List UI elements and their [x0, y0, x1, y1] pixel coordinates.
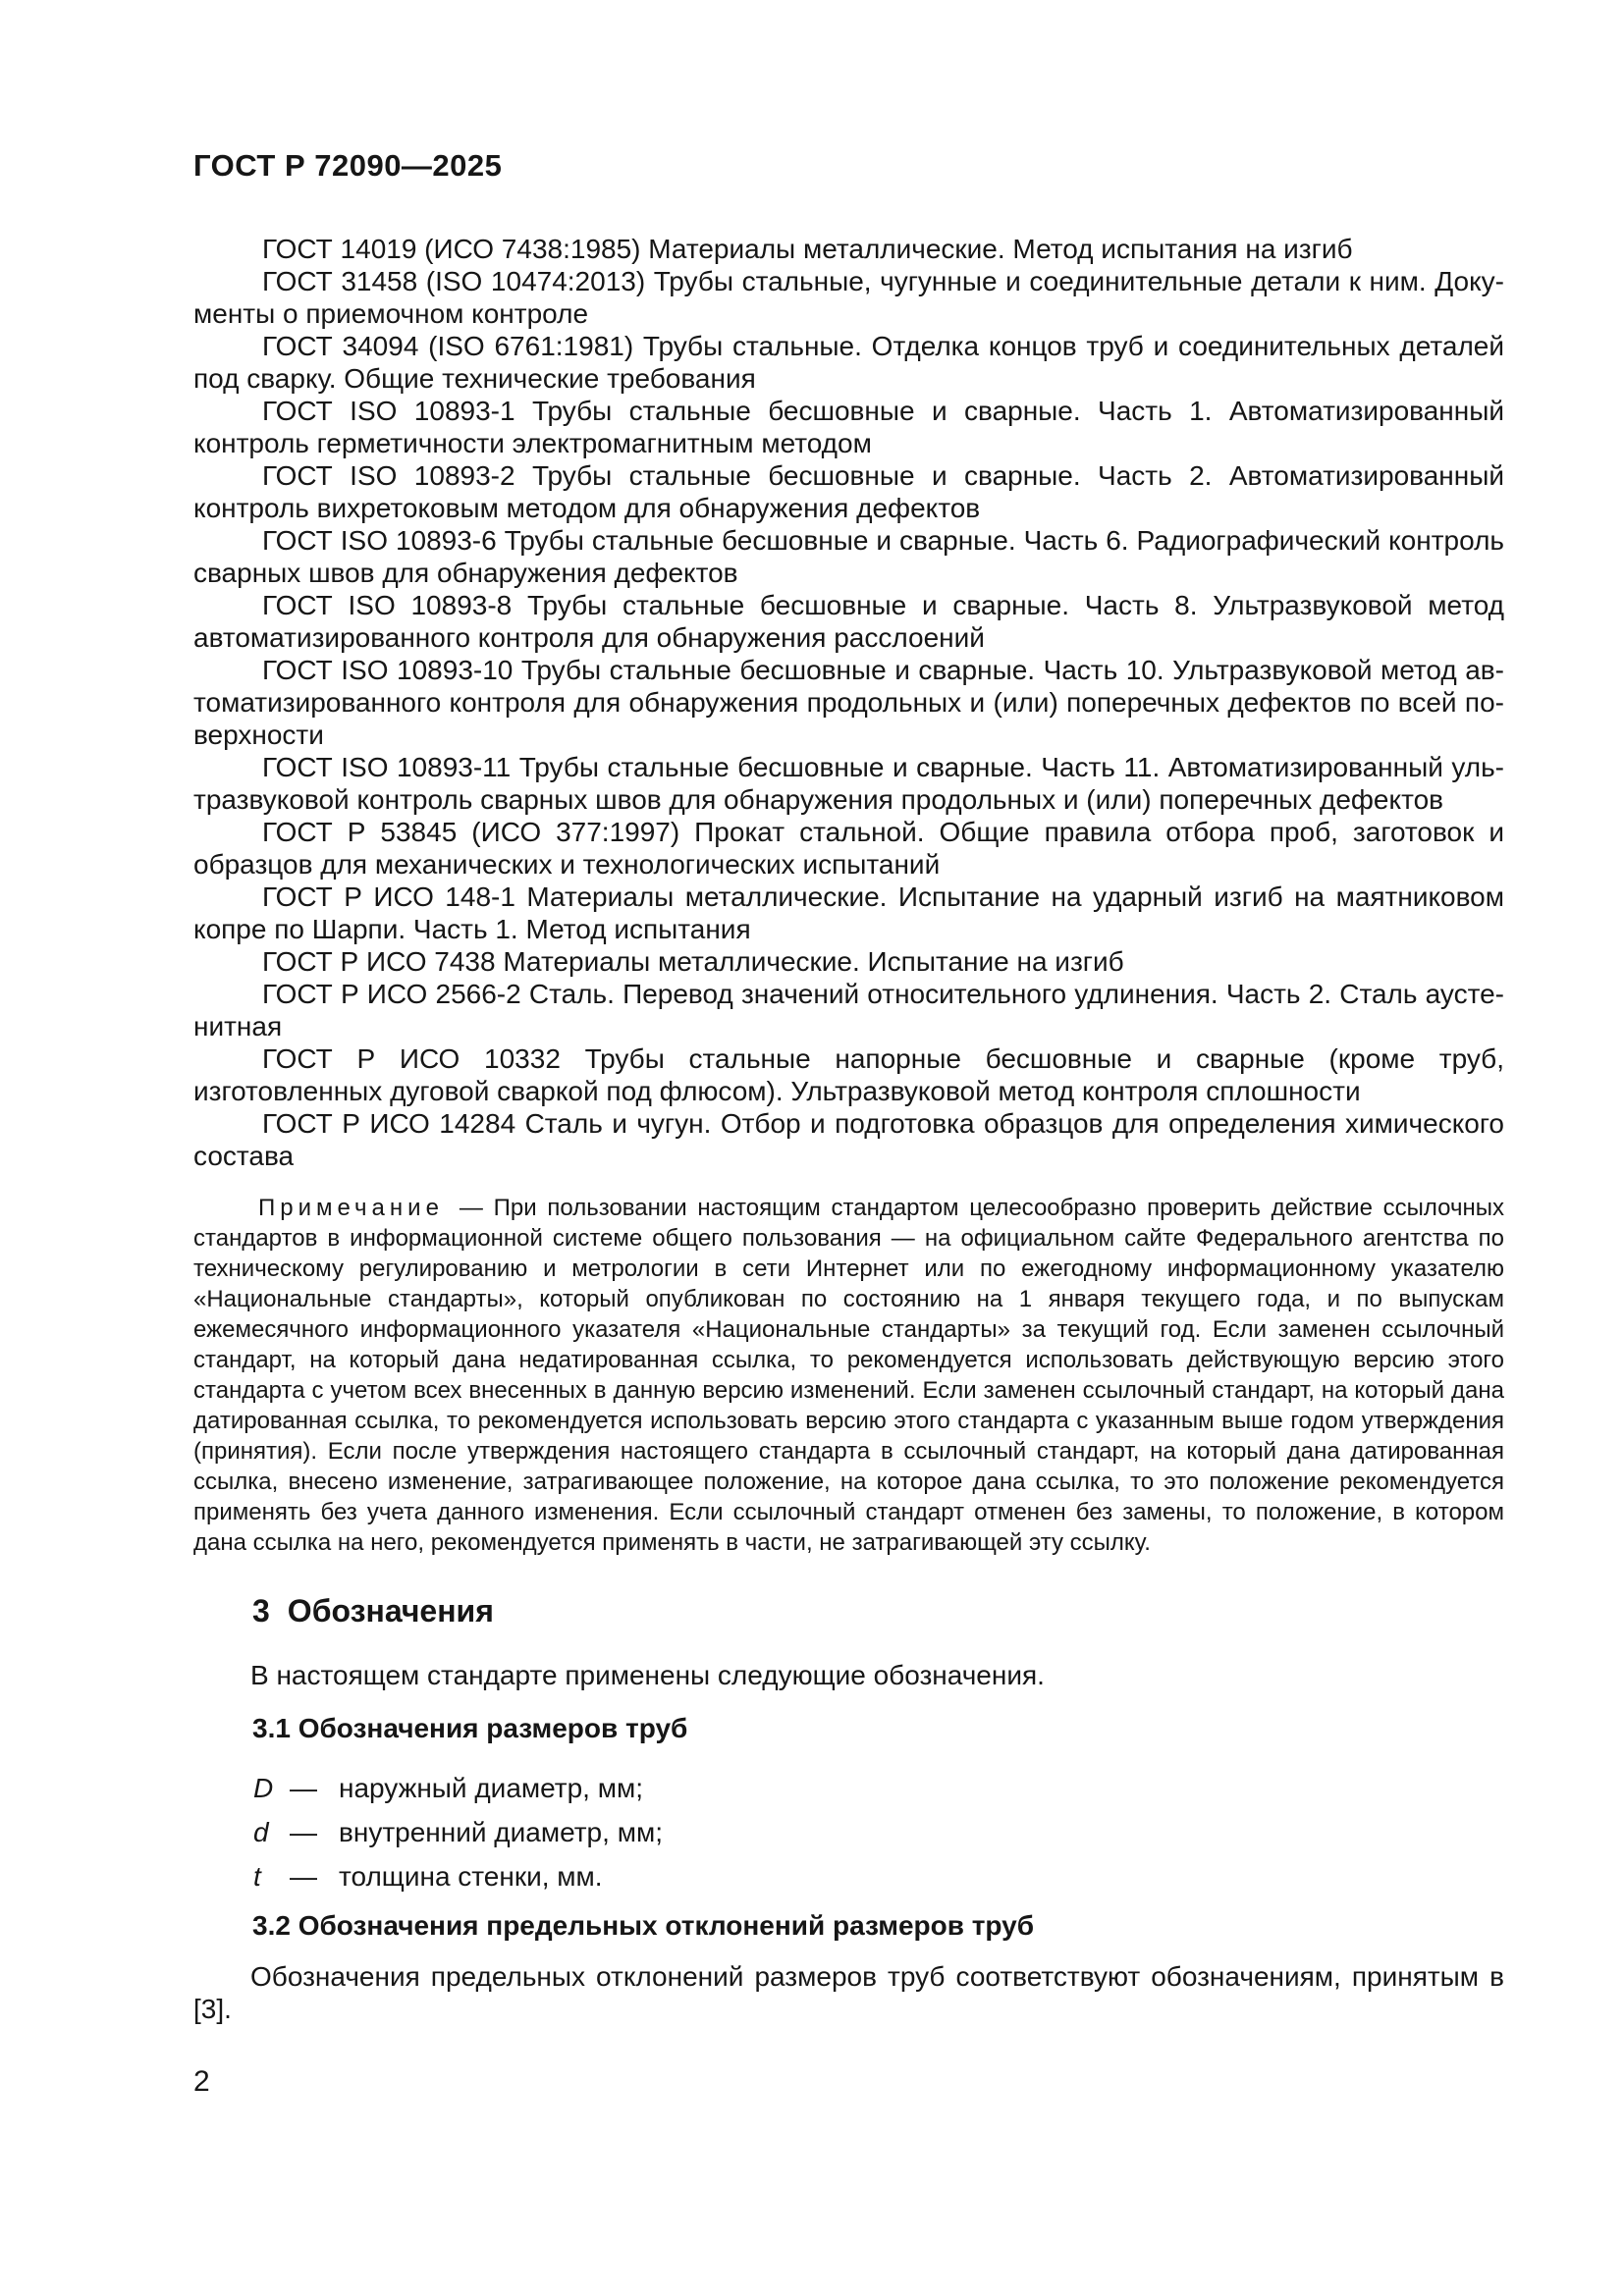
dash-separator: — [290, 1861, 317, 1892]
reference-item: ГОСТ ISO 10893-1 Трубы стальные бесшовные и сварные. Часть 1. Автоматизированный контроль герметичности электромагнитным методом [193, 396, 1504, 458]
section-3-heading [252, 1592, 1504, 1629]
section-3-intro: В настоящем стандарте применены следующие обозначения. [250, 1660, 1045, 1690]
page-content [193, 0, 1504, 2025]
reference-item: ГОСТ 14019 (ИСО 7438:1985) Материалы металлические. Метод испытания на изгиб [262, 234, 1353, 264]
dash-separator: — [290, 1817, 317, 1847]
subsection-3-2-heading: 3.2 Обозначения предельных отклонений размеров труб [252, 1910, 1035, 1941]
subsection-3-1-heading: 3.1 Обозначения размеров труб [252, 1713, 688, 1743]
symbol-description: толщина стенки, мм. [339, 1861, 603, 1892]
note-text: — При пользовании настоящим стандартом целесообразно проверить действие ссылочных стандартов в информационной системе общего пользования — на официальном сайте Федерального агентства по техническому регулированию и метрологии в сети Интернет или по ежегодному информационному указателю «Национальные стандарты», который опубликован по состоянию на 1 января текущего года, и по выпускам ежемесячного информационного указателя «Национальные стандарты» за текущий год. Если заменен ссылочный стандарт, на который дана недатированная ссылка, то рекомендуется использовать действующую версию этого стандарта с учетом всех внесенных в данную версию изменений. Если заменен ссылочный стандарт, на который дана датированная ссылка, то рекомендуется использовать версию этого стандарта с указанным выше годом утверждения (принятия). Если после утверждения настоящего стандарта в ссылочный стандарт, на который дана датированная ссылка, внесено изменение, затрагивающее положение, на которое дана ссылка, то это положение рекомендуется применять без учета данного изменения. Если ссылочный стандарт отменен без замены, то положение, в котором дана ссылка на него, рекомендуется применять в части, не затрагивающей эту ссылку. [193, 1195, 1504, 1556]
reference-item: ГОСТ ISO 10893-2 Трубы стальные бесшовные и сварные. Часть 2. Автоматизированный контроль вихретоковым методом для обнаружения дефектов [193, 460, 1504, 523]
symbol-definition-row [253, 1772, 1504, 1804]
symbol-description: внутренний диаметр, мм; [339, 1817, 663, 1847]
reference-item: ГОСТ Р ИСО 7438 Материалы металлические. Испытание на изгиб [262, 946, 1124, 977]
reference-item: ГОСТ 34094 (ISO 6761:1981) Трубы стальные. Отделка концов труб и соединительных деталей под сварку. Общие технические требования [193, 331, 1504, 394]
reference-item: ГОСТ Р ИСО 14284 Сталь и чугун. Отбор и подготовка образцов для определения химического состава [193, 1108, 1504, 1171]
symbol-label: d [253, 1817, 269, 1847]
symbol-definition-row [253, 1816, 1504, 1848]
page-number: 2 [193, 2065, 210, 2098]
reference-item: ГОСТ ISO 10893-11 Трубы стальные бесшовные и сварные. Часть 11. Автоматизированный ультразвуковой контроль сварных швов для обнаружения продольных и (или) поперечных дефектов [193, 752, 1504, 815]
references-section [193, 233, 1504, 1172]
subsection-3-2-text: Обозначения предельных отклонений размеров труб соответствуют обозначениям, принятым в [3]. [193, 1961, 1504, 2024]
dash-separator: — [290, 1773, 317, 1803]
reference-item: ГОСТ 31458 (ISO 10474:2013) Трубы стальные, чугунные и соединительные детали к ним. Документы о приемочном контроле [193, 266, 1504, 329]
reference-item: ГОСТ ISO 10893-6 Трубы стальные бесшовные и сварные. Часть 6. Радиографический контроль сварных швов для обнаружения дефектов [193, 525, 1504, 588]
section-3-number: 3 [252, 1593, 270, 1629]
reference-item: ГОСТ ISO 10893-10 Трубы стальные бесшовные и сварные. Часть 10. Ультразвуковой метод автоматизированного контроля для обнаружения продольных и (или) поперечных дефектов по всей поверхности [193, 655, 1504, 750]
reference-item: ГОСТ ISO 10893-8 Трубы стальные бесшовные и сварные. Часть 8. Ультразвуковой метод автоматизированного контроля для обнаружения расслоений [193, 590, 1504, 653]
reference-item: ГОСТ Р ИСО 10332 Трубы стальные напорные бесшовные и сварные (кроме труб, изготовленных дуговой сваркой под флюсом). Ультразвуковой метод контроля сплошности [193, 1043, 1504, 1106]
symbol-label: D [253, 1773, 274, 1803]
note-label: Примечание [258, 1195, 444, 1221]
note-paragraph [193, 1193, 1504, 1558]
section-3-title: Обозначения [287, 1593, 494, 1629]
symbol-definition-list [253, 1772, 1504, 1893]
symbol-definition-row [253, 1860, 1504, 1893]
document-code-header: ГОСТ Р 72090—2025 [193, 148, 503, 183]
symbol-description: наружный диаметр, мм; [339, 1773, 644, 1803]
symbol-label: t [253, 1861, 261, 1892]
reference-item: ГОСТ Р ИСО 2566-2 Сталь. Перевод значений относительного удлинения. Часть 2. Сталь аустенитная [193, 979, 1504, 1041]
reference-item: ГОСТ Р 53845 (ИСО 377:1997) Прокат стальной. Общие правила отбора проб, заготовок и образцов для механических и технологических испытаний [193, 817, 1504, 880]
reference-item: ГОСТ Р ИСО 148-1 Материалы металлические. Испытание на ударный изгиб на маятниковом копре по Шарпи. Часть 1. Метод испытания [193, 881, 1504, 944]
